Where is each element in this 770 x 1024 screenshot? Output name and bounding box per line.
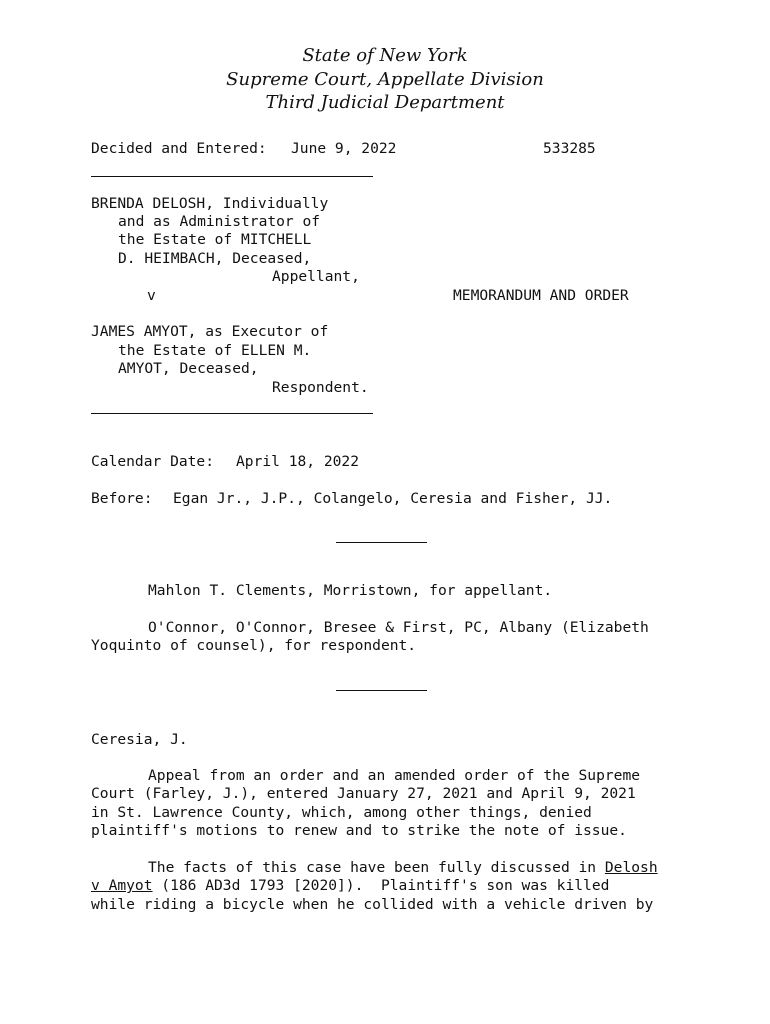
respondent-line: JAMES AMYOT, as Executor of — [91, 323, 329, 340]
case-citation-name: Delosh — [604, 859, 658, 876]
caption-bottom-rule — [91, 413, 373, 414]
section-divider — [336, 690, 427, 691]
decision-type: MEMORANDUM AND ORDER — [453, 287, 629, 304]
paragraph-line: Court (Farley, J.), entered January 27, 2021 and April 9, 2021 — [91, 785, 636, 802]
paragraph-line: plaintiff's motions to renew and to strike the note of issue. — [91, 822, 627, 839]
paragraph-line: Appeal from an order and an amended order of the Supreme — [148, 767, 641, 784]
opinion-author: Ceresia, J. — [91, 731, 188, 748]
paragraph-line: in St. Lawrence County, which, among other things, denied — [91, 804, 592, 821]
before-judges: Egan Jr., J.P., Colangelo, Ceresia and Fisher, JJ. — [173, 490, 613, 507]
section-divider — [336, 542, 427, 543]
appellant-line: the Estate of MITCHELL — [118, 231, 312, 248]
calendar-date: April 18, 2022 — [236, 453, 360, 470]
court-header — [0, 44, 770, 115]
respondent-counsel-continued: Yoquinto of counsel), for respondent. — [91, 637, 417, 654]
paragraph-line — [91, 877, 609, 895]
case-citation-name: v Amyot — [91, 877, 153, 894]
appellant-line: BRENDA DELOSH, Individually — [91, 195, 329, 212]
appellant-line: and as Administrator of — [118, 213, 321, 230]
respondent-line: the Estate of ELLEN M. — [118, 342, 312, 359]
paragraph-line — [148, 859, 658, 877]
decided-label: Decided and Entered: — [91, 140, 267, 157]
respondent-role: Respondent. — [272, 379, 369, 396]
appellant-line: D. HEIMBACH, Deceased, — [118, 250, 312, 267]
versus: v — [147, 287, 156, 304]
appellant-role: Appellant, — [272, 268, 360, 285]
docket-number: 533285 — [543, 140, 596, 157]
caption-top-rule — [91, 176, 373, 177]
paragraph-text: The facts of this case have been fully discussed in — [148, 859, 605, 876]
calendar-label: Calendar Date: — [91, 453, 215, 470]
appellant-counsel: Mahlon T. Clements, Morristown, for appellant. — [148, 582, 553, 599]
decided-date: June 9, 2022 — [291, 140, 397, 157]
paragraph-text: (186 AD3d 1793 [2020]). Plaintiff's son was killed — [152, 877, 610, 894]
court-department: Third Judicial Department — [265, 92, 505, 113]
paragraph-line: while riding a bicycle when he collided with a vehicle driven by — [91, 896, 654, 913]
respondent-counsel: O'Connor, O'Connor, Bresee & First, PC, Albany (Elizabeth — [148, 619, 649, 636]
respondent-line: AMYOT, Deceased, — [118, 360, 259, 377]
court-name: Supreme Court, Appellate Division — [226, 68, 544, 90]
before-label: Before: — [91, 490, 153, 507]
court-state: State of New York — [302, 45, 468, 66]
